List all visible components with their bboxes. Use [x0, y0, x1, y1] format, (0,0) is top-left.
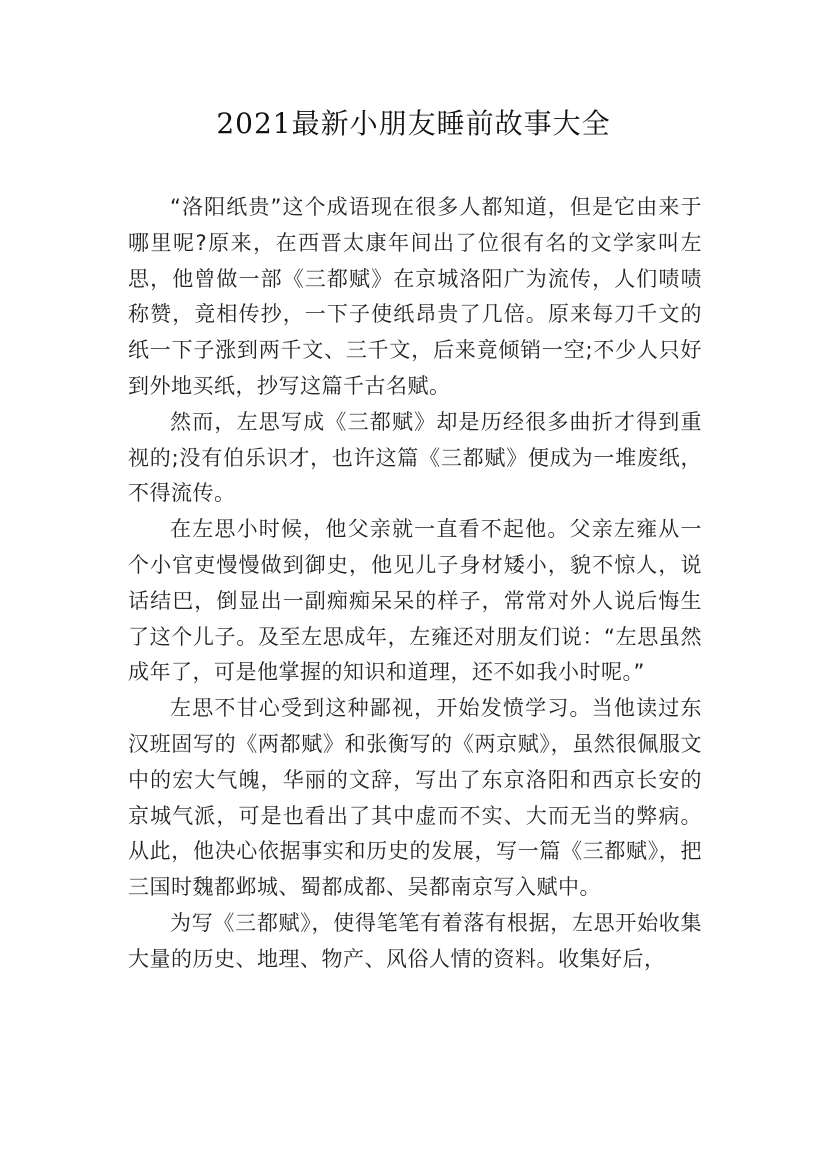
paragraph: “洛阳纸贵”这个成语现在很多人都知道，但是它由来于哪里呢?原来，在西晋太康年间出了位很有名的文学家叫左思，他曾做一部《三都赋》在京城洛阳广为流传，人们啧啧称赞，竟相传抄，一下子使纸昂贵了几倍。原来每刀千文的纸一下子涨到两千文、三千文，后来竟倾销一空;不少人只好到外地买纸，抄写这篇千古名赋。 [128, 195, 702, 398]
paragraph: 在左思小时候，他父亲就一直看不起他。父亲左雍从一个小官吏慢慢做到御史，他见儿子身材矮小，貌不惊人，说话结巴，倒显出一副痴痴呆呆的样子，常常对外人说后悔生了这个儿子。及至左思成年，左雍还对朋友们说：“左思虽然成年了，可是他掌握的知识和道理，还不如我小时呢。” [128, 517, 702, 685]
paragraph: 然而，左思写成《三都赋》却是历经很多曲折才得到重视的;没有伯乐识才，也许这篇《三都赋》便成为一堆废纸，不得流传。 [128, 409, 702, 506]
paragraph: 为写《三都赋》，使得笔笔有着落有根据，左思开始收集大量的历史、地理、物产、风俗人情的资料。收集好后， [128, 910, 702, 971]
paragraph: 左思不甘心受到这种鄙视，开始发愤学习。当他读过东汉班固写的《两都赋》和张衡写的《两京赋》，虽然很佩服文中的宏大气魄，华丽的文辞，写出了东京洛阳和西京长安的京城气派，可是也看出了其中虚而不实、大而无当的弊病。从此，他决心依据事实和历史的发展，写一篇《三都赋》，把三国时魏都邺城、蜀都成都、吴都南京写入赋中。 [128, 696, 702, 900]
document-body [128, 190, 702, 978]
document-title: 2021最新小朋友睡前故事大全 [216, 107, 611, 140]
